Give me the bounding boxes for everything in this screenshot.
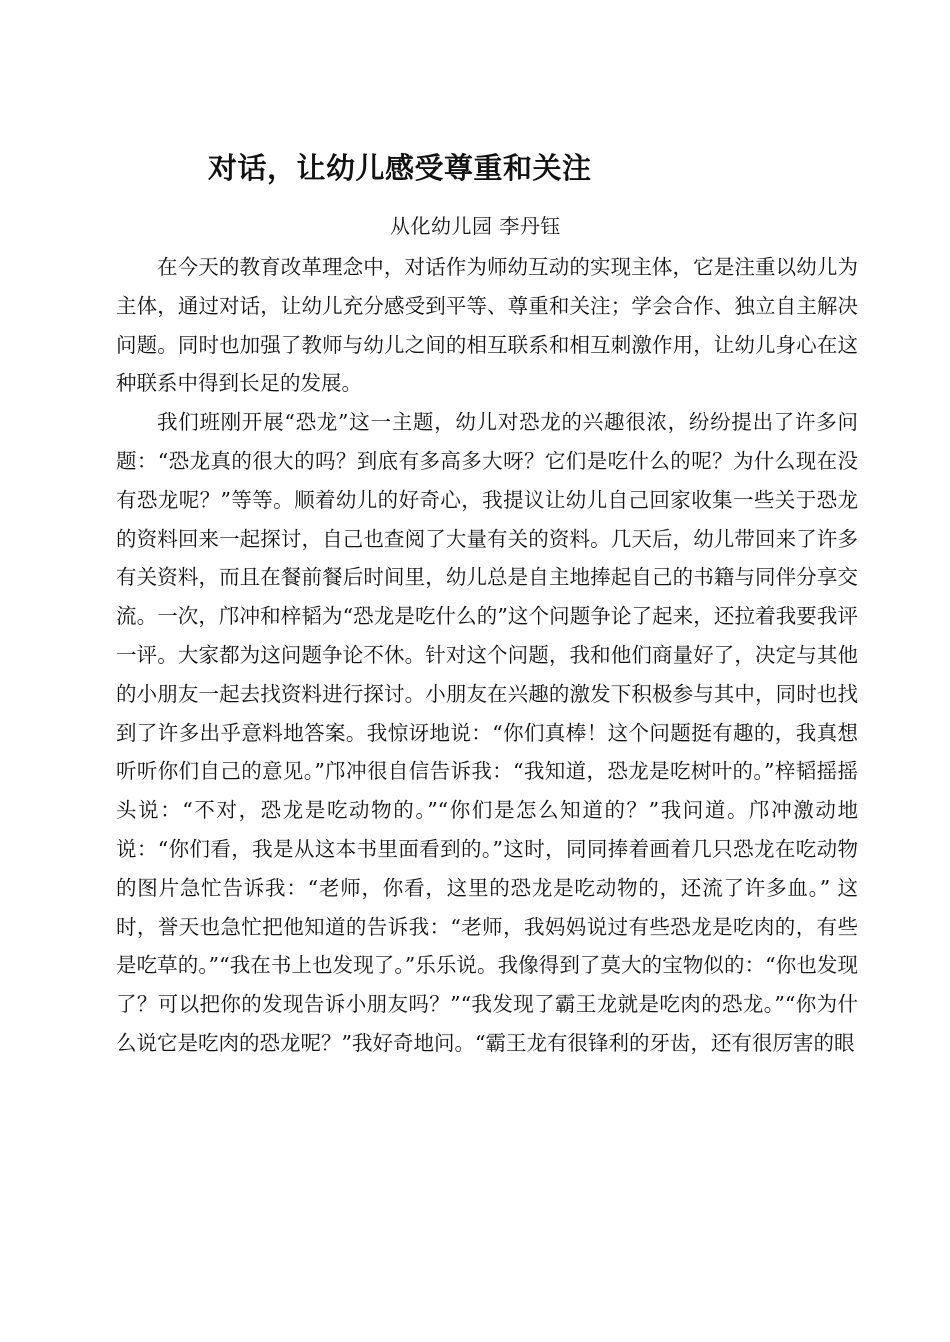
document-body: [116, 248, 858, 1063]
document-title: 对话，让幼儿感受尊重和关注: [208, 151, 592, 185]
author-byline: 从化幼儿园 李丹钰: [390, 214, 561, 238]
body-paragraph: 我们班刚开展“恐龙”这一主题，幼儿对恐龙的兴趣很浓，纷纷提出了许多问题：“恐龙真的很大的吗？到底有多高多大呀？它们是吃什么的呢？为什么现在没有恐龙呢？”等等。顺着幼儿的好奇心，我提议让幼儿自己回家收集一些关于恐龙的资料回来一起探讨，自己也查阅了大量有关的资料。几天后，幼儿带回来了许多有关资料，而且在餐前餐后时间里，幼儿总是自主地捧起自己的书籍与同伴分享交流。一次，邝冲和梓韬为“恐龙是吃什么的”这个问题争论了起来，还拉着我要我评一评。大家都为这问题争论不休。针对这个问题，我和他们商量好了，决定与其他的小朋友一起去找资料进行探讨。小朋友在兴趣的激发下积极参与其中，同时也找到了许多出乎意料地答案。我惊讶地说：“你们真棒！这个问题挺有趣的，我真想听听你们自己的意见。”邝冲很自信告诉我：“我知道，恐龙是吃树叶的。”梓韬摇摇头说：“不对，恐龙是吃动物的。”“你们是怎么知道的？”我问道。邝冲激动地说：“你们看，我是从这本书里面看到的。”这时，同同捧着画着几只恐龙在吃动物的图片急忙告诉我：“老师，你看，这里的恐龙是吃动物的，还流了许多血。” 这时，誉天也急忙把他知道的告诉我：“老师，我妈妈说过有些恐龙是吃肉的，有些是吃草的。”“我在书上也发现了。”乐乐说。我像得到了莫大的宝物似的：“你也发现了？可以把你的发现告诉小朋友吗？”“我发现了霸王龙就是吃肉的恐龙。”“你为什么说它是吃肉的恐龙呢？”我好奇地问。“霸王龙有很锋利的牙齿，还有很厉害的眼: [116, 410, 858, 1055]
body-paragraph: 在今天的教育改革理念中，对话作为师幼互动的实现主体，它是注重以幼儿为主体，通过对话，让幼儿充分感受到平等、尊重和关注；学会合作、独立自主解决问题。同时也加强了教师与幼儿之间的相互联系和相互刺激作用，让幼儿身心在这种联系中得到长足的发展。: [116, 255, 858, 396]
